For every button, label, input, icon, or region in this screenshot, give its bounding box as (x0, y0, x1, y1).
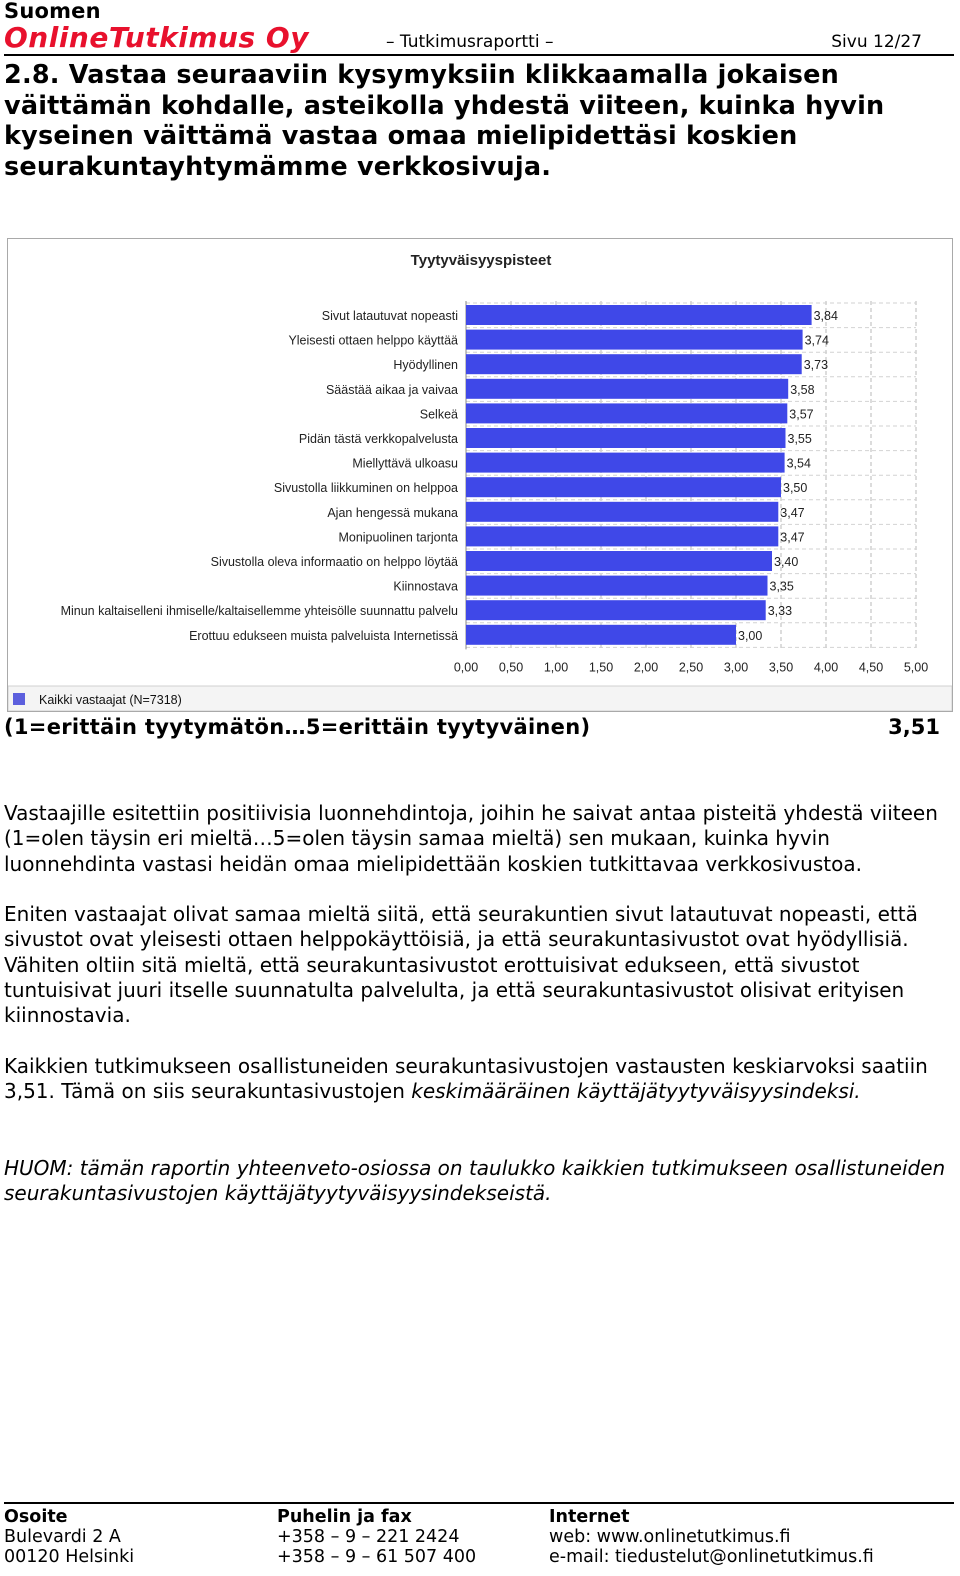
x-tick-label: 4,50 (858, 660, 884, 675)
bar (466, 330, 803, 350)
value-label: 3,84 (813, 309, 838, 323)
paragraph-average (4, 1054, 954, 1105)
bar (466, 625, 736, 645)
value-label: 3,54 (786, 456, 811, 471)
x-tick-label: 2,00 (633, 660, 659, 675)
legend-label: Kaikki vastaajat (N=7318) (39, 693, 182, 707)
chart-grid (466, 301, 916, 649)
value-label: 3,74 (804, 333, 829, 348)
value-label: 3,47 (780, 505, 805, 520)
bar (466, 477, 781, 497)
bar (466, 502, 778, 522)
value-label: 3,57 (789, 407, 814, 422)
footer-address (4, 1507, 134, 1567)
value-label: 3,33 (767, 604, 793, 619)
value-label: 3,40 (774, 555, 799, 569)
category-label: Monipuolinen tarjonta (338, 530, 458, 545)
chart-svg (8, 239, 952, 711)
category-label: Hyödyllinen (393, 358, 458, 373)
company-name-line1: Suomen (4, 0, 101, 23)
bar (466, 551, 772, 571)
footer-address-line2: 00120 Helsinki (4, 1547, 135, 1567)
value-label: 3,47 (780, 530, 805, 545)
chart-category-labels (61, 309, 458, 643)
chart-title: Tyytyväisyyspisteet (410, 252, 552, 269)
bar (466, 526, 778, 546)
category-label: Sivut latautuvat nopeasti (321, 309, 458, 323)
category-label: Yleisesti ottaen helppo käyttää (288, 333, 458, 348)
bar (466, 576, 768, 596)
footer-internet-line1: web: www.onlinetutkimus.fi (549, 1527, 791, 1547)
x-tick-label: 1,50 (588, 660, 614, 675)
page-number: Sivu 12/27 (831, 32, 922, 52)
category-label: Säästää aikaa ja vaivaa (325, 382, 458, 397)
footer-phone (277, 1507, 476, 1567)
category-label: Erottuu edukseen muista palveluista Internetissä (189, 628, 458, 643)
category-label: Sivustolla liikkuminen on helppoa (273, 481, 458, 496)
paragraph-note: HUOM: tämän raportin yhteenveto-osiossa on taulukko kaikkien tutkimukseen osallistuneiden seurakuntasivustojen käyttäjätyytyväisyysindekseistä. (4, 1156, 946, 1206)
bar (466, 453, 785, 473)
footer-address-line1: Bulevardi 2 A (4, 1527, 121, 1547)
footer-phone-title: Puhelin ja fax (277, 1507, 412, 1527)
paragraph-findings: Eniten vastaajat olivat samaa mieltä siitä, että seurakuntien sivut latautuvat nopeasti, että sivustot ovat yleisesti ottaen helppokäyttöisiä, ja että seurakuntasivustot ovat hyödyllisiä. Vähiten oltiin sitä mieltä, että seurakuntasivustot erottuisivat edukseen, että sivustot tuntuisivat juuri itselle suunnatulta palvelulta, ja että seurakuntasivustot olisivat erityisen kiinnostavia. (4, 902, 918, 1028)
x-tick-label: 1,00 (543, 660, 569, 675)
value-label: 3,58 (790, 382, 815, 397)
average-value: 3,51 (888, 715, 940, 739)
x-tick-label: 3,00 (723, 660, 749, 675)
category-label: Miellyttävä ulkoasu (352, 456, 458, 471)
report-type: – Tutkimusraportti – (386, 32, 554, 52)
header-divider (4, 54, 954, 56)
x-tick-label: 4,00 (813, 660, 839, 675)
x-tick-label: 0,50 (498, 660, 524, 675)
bar (466, 428, 786, 448)
footer-phone-line2: +358 – 9 – 61 507 400 (277, 1547, 477, 1567)
value-label: 3,00 (738, 628, 763, 643)
value-label: 3,73 (803, 358, 829, 373)
bar (466, 600, 766, 620)
paragraph-average-text: Kaikkien tutkimukseen osallistuneiden seurakuntasivustojen vastausten keskiarvoksi saatiin 3,51. Tämä on siis seurakuntasivustojen (4, 1054, 928, 1104)
bar (466, 305, 812, 325)
bar (466, 403, 787, 423)
legend-swatch (13, 693, 25, 705)
category-label: Pidän tästä verkkopalvelusta (298, 432, 458, 446)
footer-address-title: Osoite (4, 1507, 68, 1527)
category-label: Kiinnostava (393, 579, 458, 594)
x-tick-label: 2,50 (678, 660, 704, 675)
category-label: Sivustolla oleva informaatio on helppo löytää (210, 555, 458, 569)
footer-internet-title: Internet (549, 1507, 630, 1527)
footer-phone-line1: +358 – 9 – 221 2424 (277, 1527, 460, 1547)
scale-explanation: (1=erittäin tyytymätön…5=erittäin tyytyväinen) (4, 715, 591, 739)
paragraph-method: Vastaajille esitettiin positiivisia luonnehdintoja, joihin he saivat antaa pisteitä yhdestä viiteen (1=olen täysin eri mieltä…5=olen täysin samaa mieltä) sen mukaan, kuinka hyvin luonnehdinta vastasi heidän omaa mielipidettään koskien tutkittavaa verkkosivustoa. (4, 801, 938, 876)
category-label: Ajan hengessä mukana (327, 505, 458, 520)
chart-x-ticks (454, 660, 928, 674)
x-tick-label: 5,00 (903, 660, 929, 675)
value-label: 3,55 (787, 432, 812, 446)
category-label: Selkeä (419, 407, 458, 422)
bar (466, 379, 788, 399)
x-tick-label: 3,50 (768, 660, 794, 675)
footer-internet (549, 1507, 874, 1567)
category-label: Minun kaltaiselleni ihmiselle/kaltaisellemme yhteisölle suunnattu palvelu (60, 604, 458, 619)
section-heading: 2.8. Vastaa seuraaviin kysymyksiin klikkaamalla jokaisen väittämän kohdalle, asteikolla yhdestä viiteen, kuinka hyvin kyseinen väittämä vastaa omaa mielipidettäsi koskien seurakuntayhtymämme verkkosivuja. (4, 60, 885, 182)
bar (466, 354, 802, 374)
x-tick-label: 0,00 (453, 660, 479, 675)
company-name-line2: OnlineTutkimus Oy (4, 21, 309, 54)
footer-internet-line2: e-mail: tiedustelut@onlinetutkimus.fi (549, 1547, 874, 1567)
satisfaction-chart (7, 238, 953, 712)
value-label: 3,50 (783, 481, 808, 496)
value-label: 3,35 (769, 579, 794, 594)
paragraph-average-italic: keskimääräinen käyttäjätyytyväisyysindeksi. (411, 1079, 861, 1104)
footer-divider (4, 1502, 954, 1504)
